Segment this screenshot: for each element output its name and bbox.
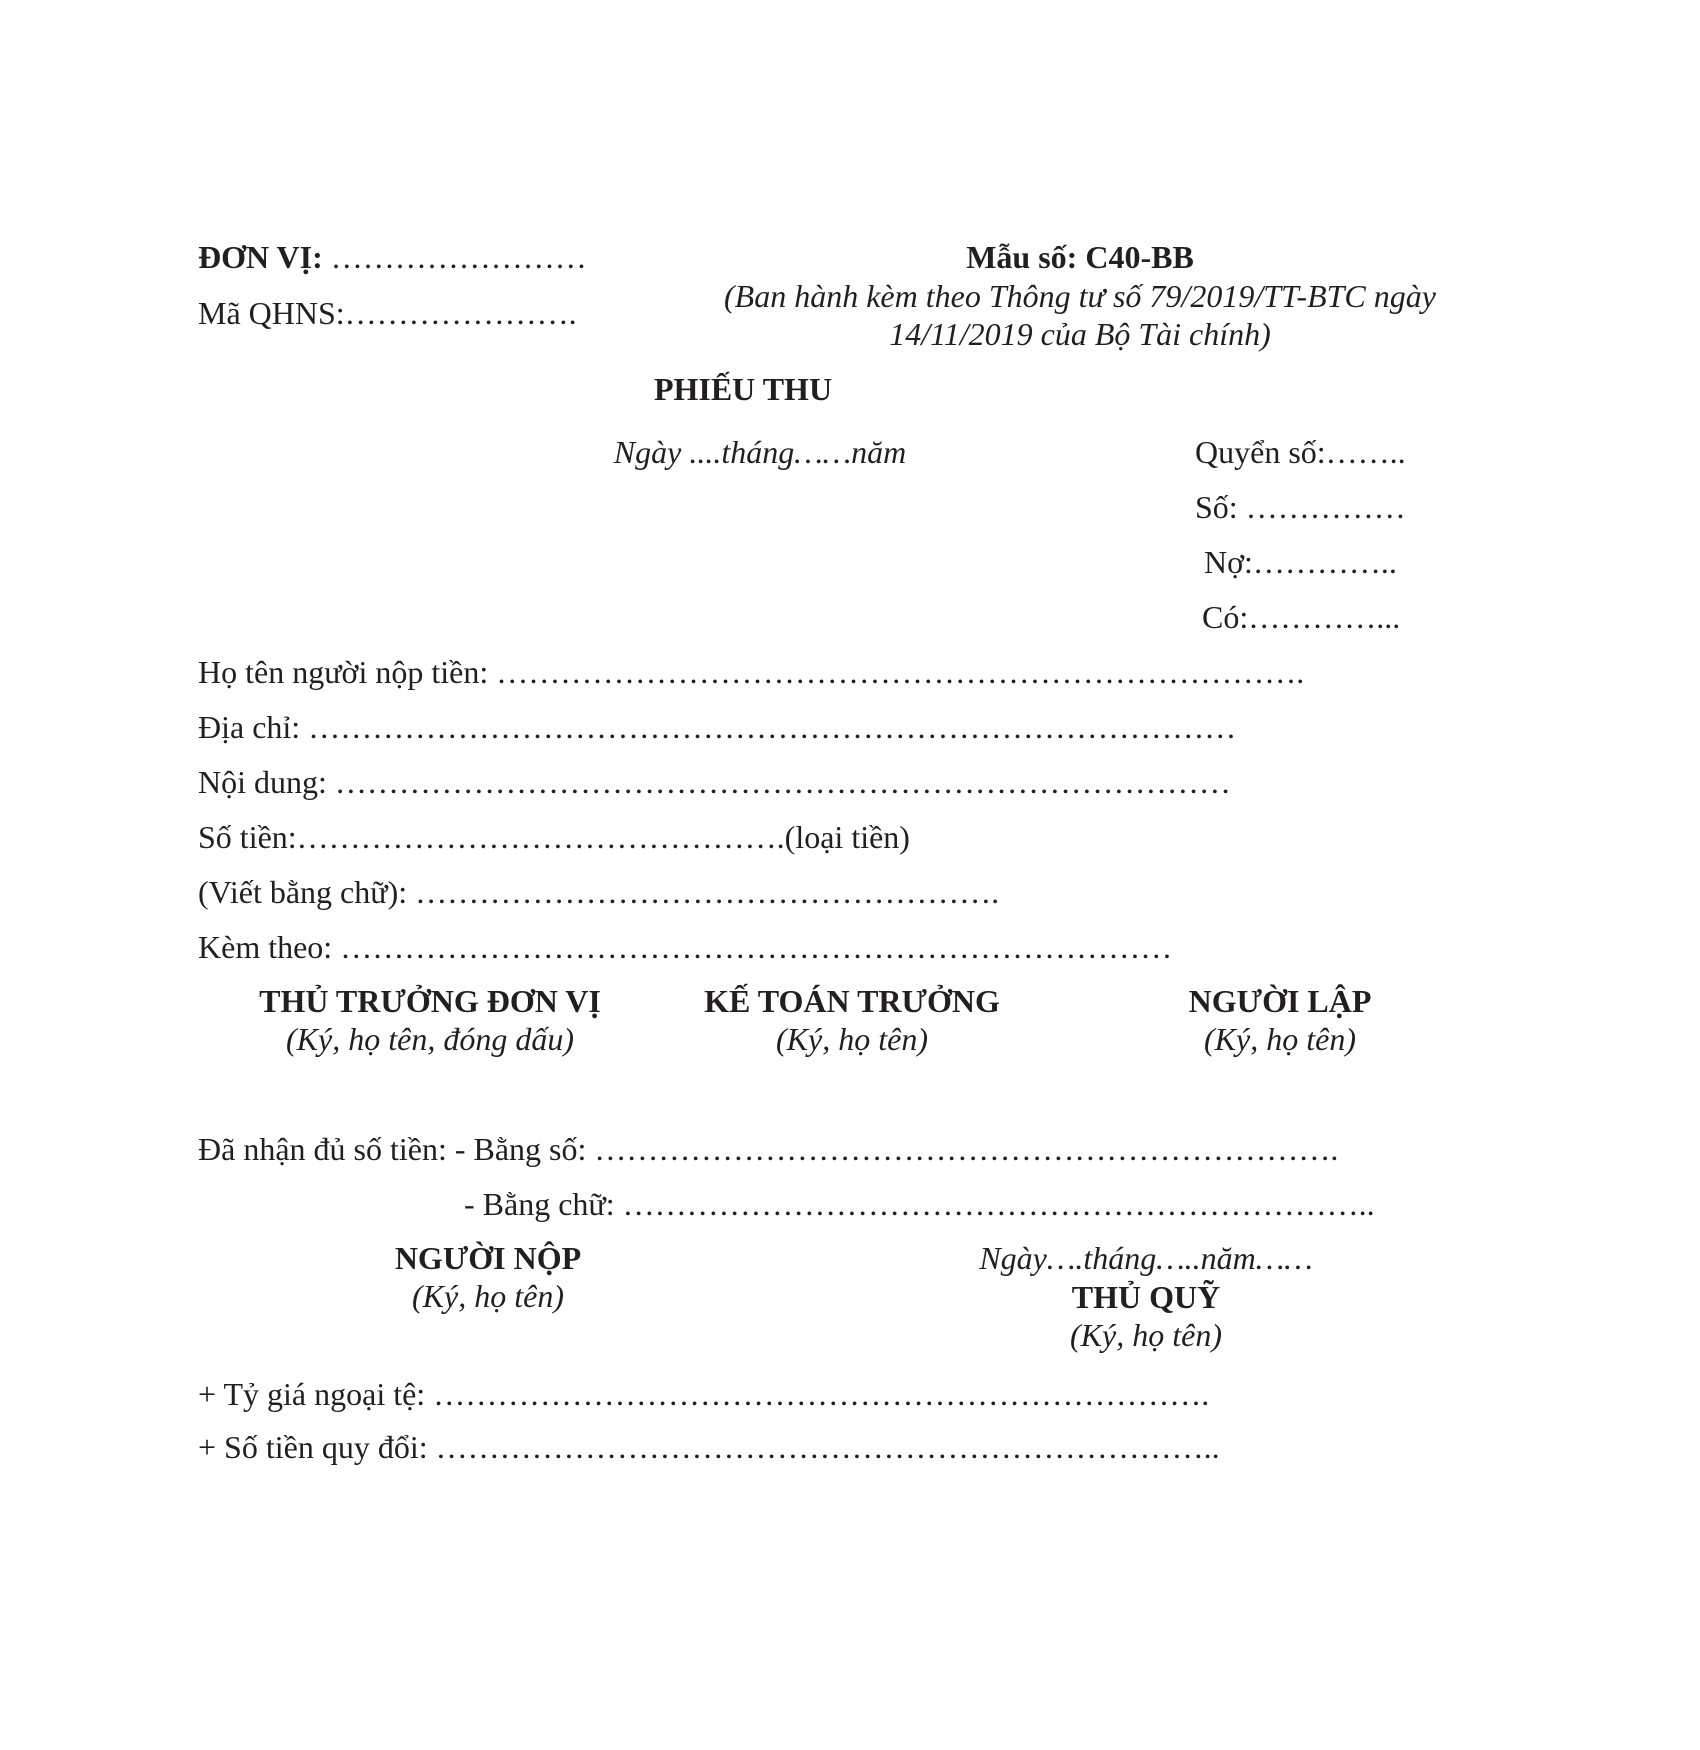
received-by-words: - Bằng chữ: …………………………………………………………….. [464, 1186, 1375, 1222]
document-title: PHIẾU THU [653, 371, 833, 407]
signature-note: (Ký, họ tên) [776, 1021, 928, 1057]
date-line: Ngày ....tháng……năm [613, 434, 907, 470]
received-by-number: Đã nhận đủ số tiền: - Bằng số: ……………………………………………………………. [198, 1131, 1339, 1167]
signature-note: (Ký, họ tên) [1204, 1021, 1356, 1057]
qhns-line: Mã QHNS:…………………. [198, 295, 577, 331]
converted-amount-field: + Số tiền quy đổi: ……………………………………………………………….. [198, 1429, 1220, 1465]
receipt-number: Số: …………… [1195, 489, 1406, 525]
signature-title: THỦ TRƯỞNG ĐƠN VỊ [259, 983, 601, 1019]
payer-name-field: Họ tên người nộp tiền: …………………………………………………………………. [198, 654, 1305, 690]
signature-note: (Ký, họ tên, đóng dấu) [286, 1021, 574, 1057]
signature-cashier [946, 1278, 1346, 1354]
unit-line [198, 238, 587, 276]
signature-note: (Ký, họ tên) [412, 1278, 564, 1314]
content-field: Nội dung: ………………………………………………………………………… [198, 764, 1231, 800]
unit-dots: …………………… [322, 239, 587, 275]
issued-line-2: 14/11/2019 của Bộ Tài chính) [889, 316, 1271, 352]
attached-field: Kèm theo: …………………………………………………………………… [198, 929, 1173, 965]
signature-title: NGƯỜI LẬP [1188, 983, 1372, 1019]
amount-in-words-field: (Viết bằng chữ): ………………………………………………. [198, 874, 1000, 910]
cashier-date-line: Ngày….tháng…..năm…… [979, 1240, 1313, 1276]
signature-preparer [1080, 982, 1480, 1058]
signature-title: KẾ TOÁN TRƯỞNG [704, 983, 1000, 1019]
address-field: Địa chỉ: …………………………………………………………………………… [198, 709, 1237, 745]
form-number: Mẫu số: C40-BB [966, 239, 1194, 275]
signature-title: THỦ QUỸ [1071, 1279, 1221, 1315]
issued-line-1: (Ban hành kèm theo Thông tư số 79/2019/TT-BTC ngày [724, 278, 1436, 314]
signature-note: (Ký, họ tên) [1070, 1317, 1222, 1353]
book-number: Quyển số:…….. [1195, 434, 1406, 470]
unit-label: ĐƠN VỊ: [198, 239, 323, 275]
debit-account: Nợ:………….. [1204, 544, 1397, 580]
signature-payer [288, 1239, 688, 1315]
signature-head-of-unit [230, 982, 630, 1058]
signature-chief-accountant [652, 982, 1052, 1058]
amount-field: Số tiền:……………………………………….(loại tiền) [198, 819, 910, 855]
exchange-rate-field: + Tỷ giá ngoại tệ: ………………………………………………………………. [198, 1376, 1210, 1412]
signature-title: NGƯỜI NỘP [394, 1240, 582, 1276]
credit-account: Có:…………... [1202, 599, 1401, 635]
